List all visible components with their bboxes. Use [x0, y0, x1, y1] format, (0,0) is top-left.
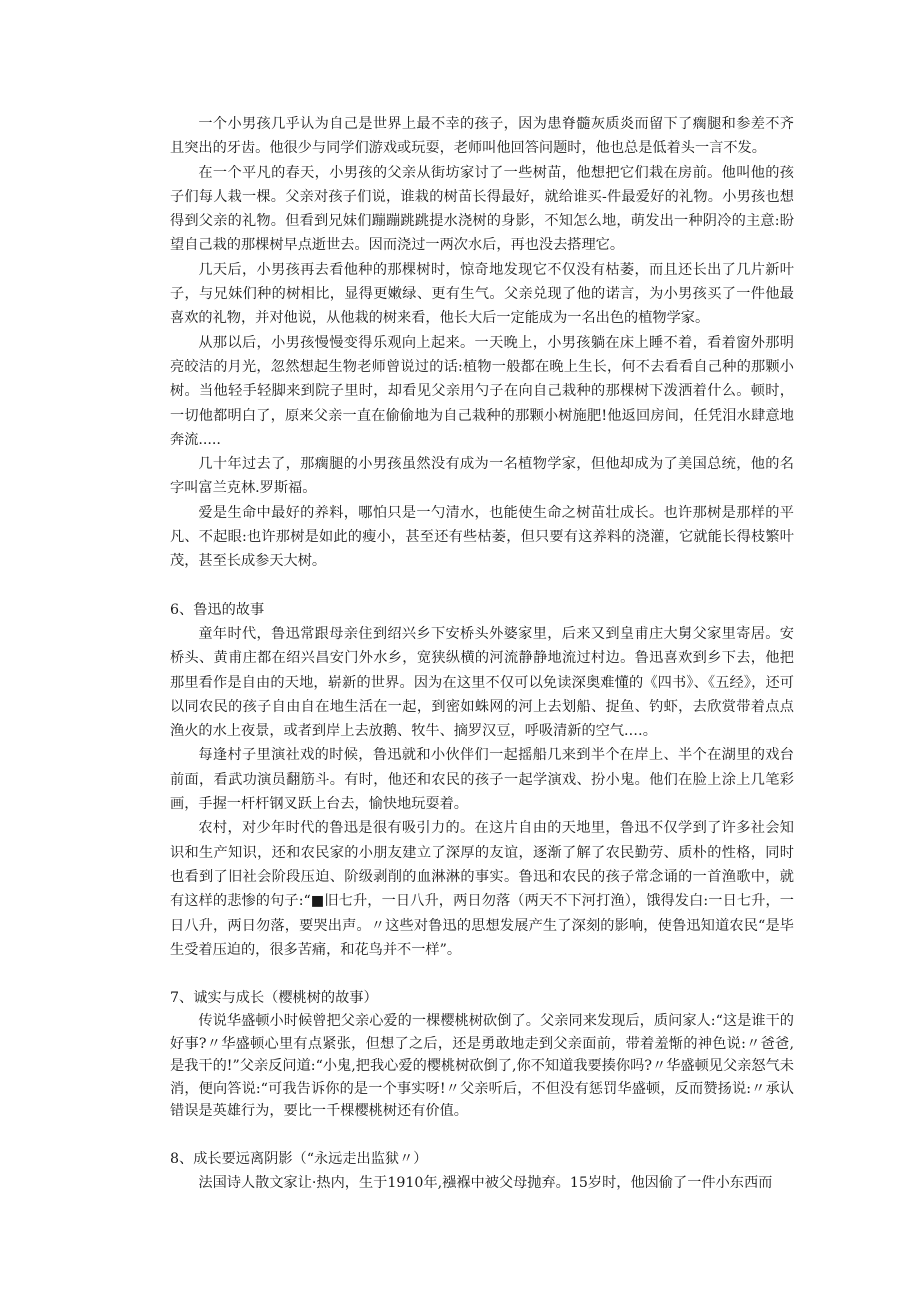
paragraph: 一个小男孩几乎认为自己是世界上最不幸的孩子，因为患脊髓灰质炎而留下了瘸腿和参差不齐且突出的牙齿。他很少与同学们游戏或玩耍，老师叫他回答问题时，他也总是低着头一言不发。: [170, 116, 794, 157]
paragraph: 在一个平凡的春天，小男孩的父亲从街坊家讨了一些树苗，他想把它们栽在房前。他叫他的孩子们每人栽一棵。父亲对孩子们说，谁栽的树苗长得最好，就给谁买-件最爱好的礼物。小男孩也想得到父亲的礼物。但看到兄妹们蹦蹦跳跳提水浇树的身影，不知怎么地，萌发出一种阴冷的主意:盼望自己栽的那棵树早点逝世去。因而浇过一两次水后，再也没去搭理它。: [170, 164, 794, 254]
paragraph: 几十年过去了，那瘸腿的小男孩虽然没有成为一名植物学家，但他却成为了美国总统，他的名字叫富兰克林.罗斯福。: [170, 456, 794, 497]
paragraph: 爱是生命中最好的养料，哪怕只是一勺清水，也能使生命之树苗壮成长。也许那树是那样的平凡、不起眼:也许那树是如此的瘦小，甚至还有些枯萎，但只要有这养料的浇灌，它就能长得枝繁叶茂，甚至长成参天大树。: [170, 504, 794, 570]
paragraph: 传说华盛顿小时候曾把父亲心爱的一棵樱桃树砍倒了。父亲同来发现后，质问家人:“这是谁干的好事?〃华盛顿心里有点紧张，但想了之后，还是勇敢地走到父亲面前，带着羞惭的神色说:〃爸爸,是我干的!”父亲反问道:“小鬼,把我心爱的樱桃树砍倒了,你不知道我要揍你吗?〃华盛顿见父亲怒气未消，便向答说:“可我告诉你的是一个事实呀!〃父亲听后，不但没有惩罚华盛顿，反而赞扬说:〃承认错误是英雄行为，要比一千棵樱桃树还有价值。: [170, 1013, 794, 1120]
paragraph: 法国诗人散文家让·热内，生于1910年,襁褓中被父母抛弃。15岁时，他因偷了一件小东西而: [198, 1175, 773, 1192]
paragraph: 几天后，小男孩再去看他种的那棵树时，惊奇地发现它不仅没有枯萎，而且还长出了几片新叶子，与兄妹们种的树相比，显得更嫩绿、更有生气。父亲兑现了他的诺言，为小男孩买了一件他最喜欢的礼物，并对他说，从他栽的树来看，他长大后一定能成为一名出色的植物学家。: [170, 261, 794, 327]
paragraph: 童年时代，鲁迅常跟母亲住到绍兴乡下安桥头外婆家里，后来又到皇甫庄大舅父家里寄居。安桥头、黄甫庄都在绍兴昌安门外水乡，宽狭纵横的河流静静地流过村边。鲁迅喜欢到乡下去，他把那里看作是自由的天地，崭新的世界。因为在这里不仅可以免读深奥难懂的《四书》、《五经》，还可以同农民的孩子自由自在地生活在一起，到密如蛛网的河上去划船、捉鱼、钓虾，去欣赏带着点点渔火的水上夜景，或者到岸上去放鹅、牧牛、摘罗汉豆，呼吸清新的空气.…。: [170, 625, 794, 740]
paragraph: 每逢村子里演社戏的时候，鲁迅就和小伙伴们一起摇船几来到半个在岸上、半个在湖里的戏台前面，看武功演员翻筋斗。有时，他还和农民的孩子一起学演戏、扮小鬼。他们在脸上涂上几笔彩画，手握一杆杆钢叉跃上台去，愉快地玩耍着。: [170, 747, 794, 813]
section-heading-7: 7、诚实与成长（樱桃树的故事）: [170, 990, 378, 1007]
document-body: [170, 112, 794, 1195]
section-heading-8: 8、成长要远离阴影（“永远走出监狱〃）: [170, 1150, 428, 1167]
paragraph: 从那以后，小男孩慢慢变得乐观向上起来。一天晚上，小男孩躺在床上睡不着，看着窗外那明亮皎洁的月光，忽然想起生物老师曾说过的话:植物一般都在晚上生长，何不去看看自己种的那颗小树。当他轻手轻脚来到院子里时，却看见父亲用勺子在向自己栽种的那棵树下泼洒着什么。顿时，一切他都明白了，原来父亲一直在偷偷地为自己栽种的那颗小树施肥!他返回房间，任凭泪水肆意地奔流.....: [170, 334, 794, 448]
paragraph: 农村，对少年时代的鲁迅是很有吸引力的。在这片自由的天地里，鲁迅不仅学到了许多社会知识和生产知识，还和农民家的小朋友建立了深厚的友谊，逐渐了解了农民勤劳、质朴的性格，同时也看到了旧社会阶段压迫、阶级剥削的血淋淋的事实。鲁迅和农民的孩子常念诵的一首渔歌中，就有这样的悲惨的句子:“■旧七升，一日八升，两日勿落（两天不下河打渔），饿得发白:一日七升，一日八升，两日勿落，要哭出声。〃这些对鲁迅的思想发展产生了深刻的影响，使鲁迅知道农民“是毕生受着压迫的，很多苦痛，和花鸟并不一样”。: [170, 820, 794, 958]
section-heading-6: 6、鲁迅的故事: [170, 601, 265, 618]
